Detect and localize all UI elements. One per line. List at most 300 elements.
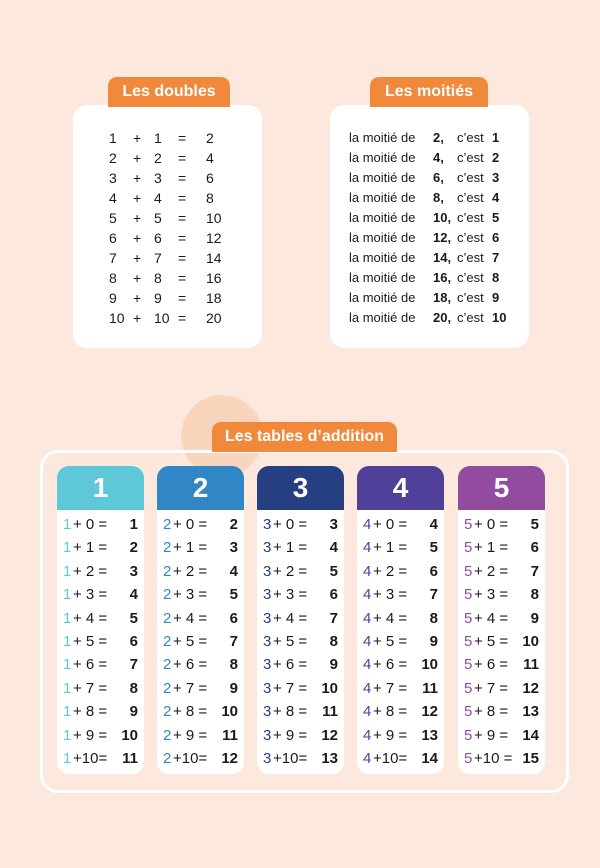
addition-base: 1 [63, 562, 72, 580]
addition-base: 2 [163, 562, 172, 580]
addition-base: 4 [363, 703, 372, 721]
doubles-plus: + [133, 190, 142, 206]
moities-prefix: la moitié de [349, 250, 416, 265]
doubles-operand-b: 7 [154, 250, 162, 266]
doubles-plus: + [133, 310, 142, 326]
doubles-row [73, 208, 262, 228]
moities-number: 2, [433, 130, 444, 145]
addition-expression: + 4 = [474, 609, 509, 627]
addition-result: 2 [129, 539, 138, 557]
addition-table-header: 1 [57, 466, 144, 510]
addition-table-3 [257, 466, 344, 774]
addition-row [157, 654, 244, 676]
addition-result: 4 [329, 539, 338, 557]
addition-base: 3 [263, 750, 272, 767]
moities-row [330, 228, 529, 248]
addition-base: 5 [464, 726, 473, 744]
addition-base: 4 [363, 586, 372, 604]
addition-expression: + 3 = [173, 586, 208, 604]
doubles-result: 10 [206, 210, 222, 226]
addition-result: 13 [522, 703, 539, 721]
addition-result: 4 [129, 586, 138, 604]
moities-cest: c’est [457, 230, 484, 245]
addition-row [157, 725, 244, 747]
moities-cest: c’est [457, 210, 484, 225]
addition-base: 1 [63, 586, 72, 604]
addition-base: 1 [63, 679, 72, 697]
addition-expression: + 3 = [273, 586, 308, 604]
doubles-result: 14 [206, 250, 222, 266]
moities-result: 8 [492, 270, 500, 285]
addition-row [57, 561, 144, 583]
addition-row [458, 584, 545, 606]
addition-row [357, 678, 444, 700]
addition-row [57, 701, 144, 723]
addition-expression: + 4 = [273, 609, 308, 627]
addition-table-header: 2 [157, 466, 244, 510]
moities-cest: c’est [457, 250, 484, 265]
addition-row [57, 631, 144, 653]
addition-base: 5 [464, 656, 473, 674]
addition-result: 8 [429, 609, 438, 627]
addition-base: 5 [464, 586, 473, 604]
doubles-operand-b: 9 [154, 290, 162, 306]
addition-row [257, 584, 344, 606]
addition-expression: + 7 = [73, 679, 108, 697]
addition-row [357, 631, 444, 653]
moities-result: 1 [492, 130, 500, 145]
moities-row [330, 128, 529, 148]
addition-result: 6 [229, 609, 238, 627]
addition-row [458, 725, 545, 747]
doubles-equals: = [178, 310, 187, 326]
addition-expression: + 8 = [173, 703, 208, 721]
addition-expression: +10= [173, 750, 208, 767]
addition-result: 11 [422, 679, 438, 697]
doubles-plus: + [133, 150, 142, 166]
moities-row [330, 168, 529, 188]
addition-result: 15 [522, 750, 539, 767]
doubles-result: 8 [206, 190, 214, 206]
addition-row [458, 701, 545, 723]
addition-result: 14 [522, 726, 539, 744]
doubles-plus: + [133, 210, 142, 226]
addition-result: 10 [121, 726, 138, 744]
moities-result: 6 [492, 230, 500, 245]
addition-base: 2 [163, 633, 172, 650]
addition-row [157, 701, 244, 723]
addition-base: 3 [263, 516, 272, 533]
doubles-title: Les doubles [108, 77, 230, 107]
addition-result: 10 [421, 656, 438, 674]
addition-table-5 [458, 466, 545, 774]
addition-base: 4 [363, 562, 372, 580]
moities-prefix: la moitié de [349, 270, 416, 285]
doubles-row [73, 248, 262, 268]
doubles-operand-a: 4 [109, 190, 117, 206]
addition-expression: + 2 = [474, 562, 509, 580]
addition-row [357, 748, 444, 770]
addition-base: 1 [63, 539, 72, 557]
addition-base: 2 [163, 516, 172, 533]
addition-row [357, 608, 444, 630]
addition-expression: + 9 = [273, 726, 308, 744]
addition-expression: + 8 = [474, 703, 509, 721]
doubles-equals: = [178, 270, 187, 286]
addition-expression: + 4 = [373, 609, 408, 627]
doubles-operand-b: 4 [154, 190, 162, 206]
addition-row [157, 584, 244, 606]
addition-table-4 [357, 466, 444, 774]
addition-row [57, 725, 144, 747]
addition-row [257, 654, 344, 676]
addition-expression: + 5 = [73, 633, 108, 650]
addition-row [458, 678, 545, 700]
addition-result: 7 [129, 656, 138, 674]
addition-base: 3 [263, 633, 272, 650]
addition-expression: + 5 = [474, 633, 509, 650]
doubles-equals: = [178, 150, 187, 166]
moities-number: 10, [433, 210, 452, 225]
addition-row [57, 748, 144, 770]
addition-row [257, 514, 344, 536]
addition-row [257, 748, 344, 770]
addition-base: 5 [464, 679, 473, 697]
addition-base: 3 [263, 609, 272, 627]
moities-result: 2 [492, 150, 500, 165]
addition-row [458, 514, 545, 536]
addition-expression: + 3 = [474, 586, 509, 604]
addition-row [257, 725, 344, 747]
addition-result: 7 [229, 633, 238, 650]
doubles-result: 6 [206, 170, 214, 186]
addition-expression: + 9 = [474, 726, 509, 744]
addition-row [357, 701, 444, 723]
moities-number: 18, [433, 290, 452, 305]
addition-result: 11 [322, 703, 338, 721]
addition-row [157, 514, 244, 536]
addition-expression: + 1 = [474, 539, 509, 557]
moities-cest: c’est [457, 150, 484, 165]
doubles-operand-a: 5 [109, 210, 117, 226]
addition-result: 12 [522, 679, 539, 697]
addition-expression: + 0 = [73, 516, 108, 533]
moities-result: 9 [492, 290, 500, 305]
addition-result: 14 [421, 750, 438, 767]
addition-expression: +10= [373, 750, 408, 767]
moities-result: 7 [492, 250, 500, 265]
addition-base: 5 [464, 633, 473, 650]
doubles-result: 4 [206, 150, 214, 166]
addition-base: 4 [363, 679, 372, 697]
moities-row [330, 288, 529, 308]
addition-result: 3 [329, 516, 338, 533]
addition-table-header: 4 [357, 466, 444, 510]
moities-row [330, 188, 529, 208]
moities-row [330, 268, 529, 288]
addition-expression: + 5 = [273, 633, 308, 650]
addition-expression: + 1 = [73, 539, 108, 557]
addition-table-header: 5 [458, 466, 545, 510]
doubles-result: 16 [206, 270, 222, 286]
addition-base: 4 [363, 633, 372, 650]
addition-result: 10 [221, 703, 238, 721]
addition-expression: + 2 = [173, 562, 208, 580]
addition-expression: + 8 = [373, 703, 408, 721]
addition-result: 12 [321, 726, 338, 744]
addition-expression: + 6 = [73, 656, 108, 674]
doubles-operand-b: 6 [154, 230, 162, 246]
addition-row [57, 584, 144, 606]
addition-row [357, 654, 444, 676]
addition-expression: + 8 = [273, 703, 308, 721]
addition-result: 8 [530, 586, 539, 604]
moities-card [330, 105, 529, 348]
addition-base: 4 [363, 750, 372, 767]
doubles-equals: = [178, 190, 187, 206]
addition-title: Les tables d’addition [212, 422, 397, 452]
moities-prefix: la moitié de [349, 310, 416, 325]
addition-expression: + 4 = [73, 609, 108, 627]
addition-result: 13 [421, 726, 438, 744]
addition-row [357, 561, 444, 583]
addition-result: 4 [429, 516, 438, 533]
addition-base: 2 [163, 679, 172, 697]
addition-result: 11 [122, 750, 138, 767]
addition-expression: + 0 = [474, 516, 509, 533]
moities-prefix: la moitié de [349, 150, 416, 165]
addition-row [57, 678, 144, 700]
doubles-row [73, 308, 262, 328]
doubles-row [73, 168, 262, 188]
addition-result: 13 [321, 750, 338, 767]
addition-row [458, 537, 545, 559]
moities-prefix: la moitié de [349, 190, 416, 205]
addition-result: 5 [429, 539, 438, 557]
doubles-equals: = [178, 170, 187, 186]
addition-expression: + 6 = [273, 656, 308, 674]
doubles-operand-a: 2 [109, 150, 117, 166]
addition-result: 11 [523, 656, 539, 674]
doubles-row [73, 288, 262, 308]
addition-base: 5 [464, 516, 473, 533]
addition-row [157, 631, 244, 653]
moities-cest: c’est [457, 130, 484, 145]
addition-base: 5 [464, 750, 473, 767]
addition-row [157, 678, 244, 700]
addition-expression: + 2 = [273, 562, 308, 580]
addition-row [157, 561, 244, 583]
addition-expression: + 0 = [173, 516, 208, 533]
moities-row [330, 248, 529, 268]
addition-row [458, 631, 545, 653]
addition-expression: + 1 = [373, 539, 408, 557]
addition-result: 9 [329, 656, 338, 674]
addition-expression: + 2 = [73, 562, 108, 580]
doubles-equals: = [178, 130, 187, 146]
doubles-operand-a: 6 [109, 230, 117, 246]
addition-row [257, 561, 344, 583]
moities-prefix: la moitié de [349, 170, 416, 185]
addition-result: 1 [129, 516, 138, 533]
addition-expression: +10 = [474, 750, 513, 767]
addition-result: 6 [129, 633, 138, 650]
addition-result: 3 [229, 539, 238, 557]
addition-expression: + 7 = [373, 679, 408, 697]
doubles-row [73, 268, 262, 288]
doubles-operand-a: 9 [109, 290, 117, 306]
addition-base: 1 [63, 609, 72, 627]
doubles-operand-a: 7 [109, 250, 117, 266]
doubles-result: 20 [206, 310, 222, 326]
addition-row [357, 514, 444, 536]
addition-result: 7 [530, 562, 539, 580]
addition-expression: + 6 = [474, 656, 509, 674]
addition-base: 5 [464, 562, 473, 580]
moities-number: 4, [433, 150, 444, 165]
addition-expression: + 3 = [373, 586, 408, 604]
addition-row [257, 608, 344, 630]
doubles-card [73, 105, 262, 348]
addition-expression: + 3 = [73, 586, 108, 604]
addition-row [57, 654, 144, 676]
addition-base: 2 [163, 703, 172, 721]
doubles-plus: + [133, 170, 142, 186]
addition-row [257, 537, 344, 559]
moities-cest: c’est [457, 270, 484, 285]
addition-result: 9 [429, 633, 438, 650]
addition-expression: + 5 = [373, 633, 408, 650]
doubles-plus: + [133, 270, 142, 286]
addition-base: 3 [263, 539, 272, 557]
moities-cest: c’est [457, 310, 484, 325]
addition-base: 1 [63, 726, 72, 744]
doubles-plus: + [133, 230, 142, 246]
addition-base: 4 [363, 539, 372, 557]
addition-expression: + 6 = [373, 656, 408, 674]
addition-expression: + 4 = [173, 609, 208, 627]
addition-base: 2 [163, 609, 172, 627]
moities-prefix: la moitié de [349, 130, 416, 145]
addition-base: 1 [63, 703, 72, 721]
addition-base: 5 [464, 539, 473, 557]
addition-row [458, 561, 545, 583]
addition-base: 1 [63, 750, 72, 767]
doubles-row [73, 148, 262, 168]
doubles-result: 2 [206, 130, 214, 146]
addition-expression: + 1 = [273, 539, 308, 557]
addition-expression: + 8 = [73, 703, 108, 721]
addition-row [257, 701, 344, 723]
moities-cest: c’est [457, 170, 484, 185]
doubles-operand-b: 5 [154, 210, 162, 226]
addition-expression: +10= [73, 750, 108, 767]
addition-result: 4 [229, 562, 238, 580]
doubles-row [73, 188, 262, 208]
doubles-operand-b: 8 [154, 270, 162, 286]
doubles-plus: + [133, 290, 142, 306]
addition-result: 5 [530, 516, 539, 533]
moities-result: 5 [492, 210, 500, 225]
addition-expression: + 7 = [474, 679, 509, 697]
addition-base: 3 [263, 679, 272, 697]
addition-row [458, 748, 545, 770]
doubles-operand-a: 10 [109, 310, 125, 326]
moities-row [330, 208, 529, 228]
moities-cest: c’est [457, 190, 484, 205]
addition-expression: + 9 = [73, 726, 108, 744]
addition-result: 8 [129, 679, 138, 697]
addition-result: 2 [229, 516, 238, 533]
addition-base: 1 [63, 656, 72, 674]
addition-row [157, 537, 244, 559]
addition-expression: + 7 = [173, 679, 208, 697]
addition-result: 10 [321, 679, 338, 697]
moities-row [330, 148, 529, 168]
addition-table-1 [57, 466, 144, 774]
doubles-operand-a: 8 [109, 270, 117, 286]
doubles-equals: = [178, 210, 187, 226]
addition-base: 1 [63, 516, 72, 533]
doubles-equals: = [178, 250, 187, 266]
addition-row [357, 584, 444, 606]
moities-prefix: la moitié de [349, 210, 416, 225]
addition-result: 6 [329, 586, 338, 604]
addition-result: 5 [129, 609, 138, 627]
addition-row [157, 748, 244, 770]
moities-title: Les moitiés [370, 77, 488, 107]
doubles-operand-a: 3 [109, 170, 117, 186]
addition-result: 7 [329, 609, 338, 627]
addition-base: 3 [263, 703, 272, 721]
doubles-operand-b: 10 [154, 310, 170, 326]
addition-base: 4 [363, 656, 372, 674]
doubles-equals: = [178, 230, 187, 246]
addition-result: 8 [329, 633, 338, 650]
addition-result: 9 [229, 679, 238, 697]
addition-result: 6 [429, 562, 438, 580]
addition-result: 8 [229, 656, 238, 674]
doubles-plus: + [133, 130, 142, 146]
addition-result: 12 [421, 703, 438, 721]
addition-result: 10 [522, 633, 539, 650]
doubles-plus: + [133, 250, 142, 266]
moities-number: 6, [433, 170, 444, 185]
addition-expression: + 9 = [173, 726, 208, 744]
addition-row [57, 608, 144, 630]
moities-number: 20, [433, 310, 452, 325]
addition-table-header: 3 [257, 466, 344, 510]
addition-base: 4 [363, 609, 372, 627]
addition-expression: + 9 = [373, 726, 408, 744]
addition-row [357, 537, 444, 559]
addition-row [257, 678, 344, 700]
moities-row [330, 308, 529, 328]
addition-row [57, 514, 144, 536]
addition-result: 9 [129, 703, 138, 721]
addition-row [57, 537, 144, 559]
addition-result: 12 [221, 750, 238, 767]
doubles-operand-a: 1 [109, 130, 117, 146]
addition-result: 3 [129, 562, 138, 580]
addition-expression: +10= [273, 750, 308, 767]
doubles-operand-b: 1 [154, 130, 162, 146]
addition-base: 3 [263, 586, 272, 604]
addition-base: 2 [163, 750, 172, 767]
doubles-result: 18 [206, 290, 222, 306]
addition-result: 5 [229, 586, 238, 604]
moities-result: 10 [492, 310, 507, 325]
